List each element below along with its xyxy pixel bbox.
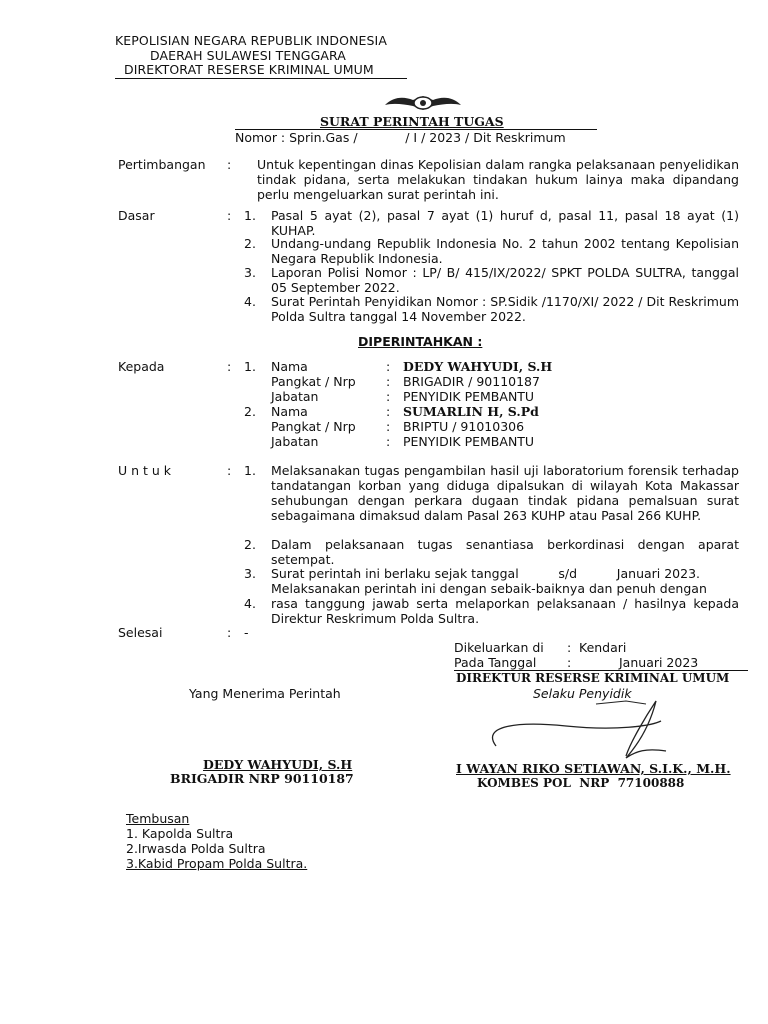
untuk-label: U n t u k [118, 463, 172, 478]
untuk-item-3b-text: Melaksanakan perintah ini dengan sebaik-baiknya dan penuh dengan [271, 581, 707, 596]
recipient-heading: Yang Menerima Perintah [189, 686, 341, 701]
person-1-jabatan-value: PENYIDIK PEMBANTU [403, 389, 535, 404]
issued-place-key: Dikeluarkan di [454, 640, 544, 655]
recipient-name: DEDY WAHYUDI, S.H [203, 757, 353, 772]
header-line-2: DAERAH SULAWESI TENGGARA [150, 48, 346, 63]
person-2-nama-colon: : [386, 404, 391, 419]
person-1-nama-value: DEDY WAHYUDI, S.H [403, 359, 553, 374]
pertimbangan-label: Pertimbangan [118, 157, 206, 172]
diperintahkan-heading: DIPERINTAHKAN : [358, 334, 483, 349]
tembusan-item-3: 3.Kabid Propam Polda Sultra. [126, 856, 308, 871]
document-number: Nomor : Sprin.Gas / / I / 2023 / Dit Reskrimum [235, 130, 566, 145]
issued-date-value: Januari 2023 [619, 655, 699, 670]
person-1-num: 1. [244, 359, 256, 374]
person-1-jabatan-colon: : [386, 389, 391, 404]
selesai-label: Selesai [118, 625, 163, 640]
selesai-colon: : [227, 625, 232, 640]
page-title: SURAT PERINTAH TUGAS [320, 114, 504, 129]
untuk-item-4-num: 4. [244, 596, 256, 611]
pertimbangan-text: Untuk kepentingan dinas Kepolisian dalam rangka pelaksanaan penyelidikan tindak pidana, serta melakukan tindakan hukum lainya maka dipandang perlu mengeluarkan surat perintah ini. [257, 157, 739, 202]
person-1-pangkat-key: Pangkat / Nrp [271, 374, 356, 389]
signer-name: I WAYAN RIKO SETIAWAN, S.I.K., M.H. [456, 761, 731, 776]
dasar-item-4-num: 4. [244, 294, 256, 309]
person-2-pangkat-value: BRIPTU / 91010306 [403, 419, 525, 434]
kepada-colon: : [227, 359, 232, 374]
person-1-pangkat-value: BRIGADIR / 90110187 [403, 374, 540, 389]
issued-date-key: Pada Tanggal [454, 655, 537, 670]
untuk-item-2-num: 2. [244, 537, 256, 552]
dasar-item-2-text: Undang-undang Republik Indonesia No. 2 tahun 2002 tentang Kepolisian Negara Republik Indonesia. [271, 236, 739, 266]
signer-role: Selaku Penyidik [533, 686, 632, 701]
untuk-colon: : [227, 463, 232, 478]
untuk-item-2-text: Dalam pelaksanaan tugas senantiasa berkordinasi dengan aparat setempat. [271, 537, 739, 567]
police-emblem-icon [383, 92, 463, 114]
untuk-item-3-num: 3. [244, 566, 256, 581]
dasar-item-3-num: 3. [244, 265, 256, 280]
signer-rank: KOMBES POL NRP 77100888 [477, 776, 685, 790]
person-1-jabatan-key: Jabatan [271, 389, 319, 404]
person-2-num: 2. [244, 404, 256, 419]
dasar-label: Dasar [118, 208, 155, 223]
pertimbangan-colon: : [227, 157, 232, 172]
header-underline [115, 78, 407, 79]
header-line-3: DIREKTORAT RESERSE KRIMINAL UMUM [124, 62, 374, 77]
person-2-pangkat-key: Pangkat / Nrp [271, 419, 356, 434]
person-2-jabatan-value: PENYIDIK PEMBANTU [403, 434, 535, 449]
issued-date-colon: : [567, 655, 572, 670]
dasar-colon: : [227, 208, 232, 223]
person-2-nama-value: SUMARLIN H, S.Pd [403, 404, 539, 419]
untuk-item-1-text: Melaksanakan tugas pengambilan hasil uji laboratorium forensik terhadap tandatangan korban yang diduga dipalsukan di wilayah Kota Makassar sehubungan dengan perkara dugaan tindak pidana pemalsuan surat sebagaimana dimaksud dalam Pasal 263 KUHP atau Pasal 266 KUHP. [271, 463, 739, 523]
person-2-jabatan-colon: : [386, 434, 391, 449]
person-2-jabatan-key: Jabatan [271, 434, 319, 449]
tembusan-item-2: 2.Irwasda Polda Sultra [126, 841, 266, 856]
tembusan-item-1: 1. Kapolda Sultra [126, 826, 234, 841]
issued-place-colon: : [567, 640, 572, 655]
person-2-nama-key: Nama [271, 404, 308, 419]
issued-place-value: Kendari [579, 640, 627, 655]
tembusan-heading: Tembusan [126, 811, 190, 826]
dasar-item-2-num: 2. [244, 236, 256, 251]
header-line-1: KEPOLISIAN NEGARA REPUBLIK INDONESIA [115, 33, 387, 48]
selesai-value: - [244, 625, 249, 640]
kepada-label: Kepada [118, 359, 165, 374]
dasar-item-1-num: 1. [244, 208, 256, 223]
recipient-rank: BRIGADIR NRP 90110187 [170, 771, 354, 786]
dasar-item-3-text: Laporan Polisi Nomor : LP/ B/ 415/IX/2022/ SPKT POLDA SULTRA, tanggal 05 September 2022. [271, 265, 739, 295]
person-1-nama-key: Nama [271, 359, 308, 374]
dasar-item-4-text: Surat Perintah Penyidikan Nomor : SP.Sidik /1170/XI/ 2022 / Dit Reskrimum Polda Sultra tanggal 14 November 2022. [271, 294, 739, 324]
dasar-item-1-text: Pasal 5 ayat (2), pasal 7 ayat (1) huruf d, pasal 11, pasal 18 ayat (1) KUHAP. [271, 208, 739, 238]
untuk-item-4-text: rasa tanggung jawab serta melaporkan pelaksanaan / hasilnya kepada Direktur Reskrimum Polda Sultra. [271, 596, 739, 626]
signature-icon [476, 696, 676, 766]
person-1-pangkat-colon: : [386, 374, 391, 389]
person-2-pangkat-colon: : [386, 419, 391, 434]
signer-office: DIREKTUR RESERSE KRIMINAL UMUM [456, 671, 730, 685]
untuk-item-1-num: 1. [244, 463, 256, 478]
person-1-nama-colon: : [386, 359, 391, 374]
untuk-item-3-text: Surat perintah ini berlaku sejak tanggal s/d Januari 2023. [271, 566, 701, 581]
